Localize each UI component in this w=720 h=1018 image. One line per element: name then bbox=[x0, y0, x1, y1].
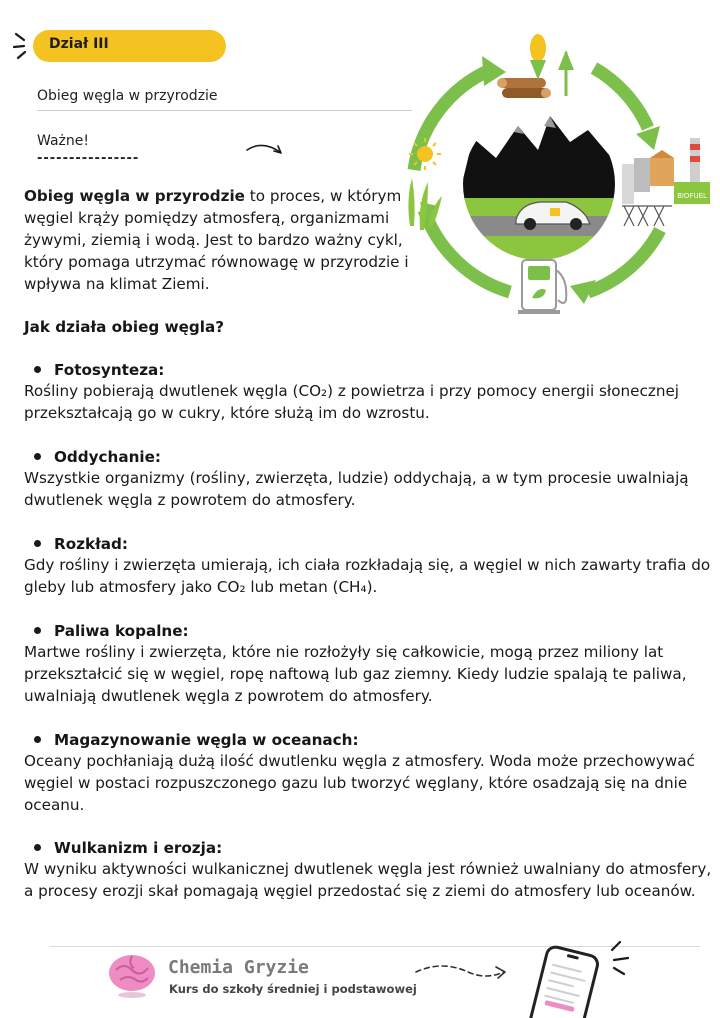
divider bbox=[37, 110, 412, 111]
page-subtitle: Obieg węgla w przyrodzie bbox=[37, 88, 218, 104]
bullet bbox=[34, 844, 41, 851]
logs-corn-icon bbox=[497, 34, 574, 98]
bullet bbox=[34, 627, 41, 634]
brand-name: Chemia Gryzie bbox=[168, 957, 309, 978]
section-text-fossil-fuels: Martwe rośliny i zwierzęta, które nie rozłożyły się całkowicie, mogą przez miliony lat przekształcić się w węgiel, ropę naftową lub gaz ziemny. Kiedy ludzie spalają te paliwa, uwalniają dwutlenek węgla z powrotem do atmosfery. bbox=[24, 643, 687, 705]
section-title-respiration bbox=[30, 448, 161, 466]
section-text-photosynthesis: Rośliny pobierają dwutlenek węgla (CO₂) z powietrza i przy pomocy energii słonecznej przekształcają go w cukry, które służą im do wzrostu. bbox=[24, 382, 680, 422]
section-text-respiration: Wszystkie organizmy (rośliny, zwierzęta, ludzie) oddychają, a w tym procesie uwalniają dwutlenek węgla z powrotem do atmosfery. bbox=[24, 469, 689, 509]
section-title-text: Wulkanizm i erozja: bbox=[54, 839, 223, 857]
brand-tagline: Kurs do szkoły średniej i podstawowej bbox=[169, 982, 417, 996]
section-title-text: Paliwa kopalne: bbox=[54, 622, 189, 640]
section-text-volcanism: W wyniku aktywności wulkanicznej dwutlenek węgla jest również uwalniany do atmosfery, a procesy erozji skał pomagają węgiel przedostać się z ziemi do atmosfery lub oceanów. bbox=[24, 860, 712, 900]
brain-logo-icon bbox=[106, 950, 158, 1000]
sparkle-icon bbox=[604, 938, 634, 978]
landscape-scene bbox=[458, 100, 628, 270]
important-underline: ---------------- bbox=[37, 151, 140, 166]
section-text-decomposition: Gdy rośliny i zwierzęta umierają, ich ciała rozkładają się, a węgiel w nich zawarty trafia do gleby lub atmosfery jako CO₂ lub metan (CH₄). bbox=[24, 556, 711, 596]
section-title-fossil-fuels bbox=[30, 622, 189, 640]
section-title-decomposition bbox=[30, 535, 128, 553]
intro-text: to proces, w którym węgiel krąży pomiędzy atmosferą, organizmami żywymi, ziemią i wodą. Jest to bardzo ważny cykl, który pomaga utrzymać równowagę w przyrodzie i wpływa na klimat Ziemi. bbox=[24, 187, 409, 293]
carbon-cycle-illustration bbox=[398, 30, 716, 320]
how-heading: Jak działa obieg węgla? bbox=[24, 318, 225, 336]
fuel-pump-icon bbox=[518, 260, 566, 314]
bullet bbox=[34, 736, 41, 743]
intro-bold: Obieg węgla w przyrodzie bbox=[24, 187, 245, 205]
bullet bbox=[34, 453, 41, 460]
section-title-photosynthesis bbox=[30, 361, 164, 379]
curved-arrow-icon bbox=[244, 138, 286, 160]
section-badge: Dział III bbox=[33, 30, 226, 62]
section-title-ocean-storage bbox=[30, 731, 359, 749]
phone-icon bbox=[520, 944, 608, 1018]
section-title-text: Oddychanie: bbox=[54, 448, 162, 466]
intro-paragraph bbox=[24, 185, 409, 295]
bullet bbox=[34, 366, 41, 373]
section-title-text: Magazynowanie węgla w oceanach: bbox=[54, 731, 359, 749]
section-title-volcanism bbox=[30, 839, 222, 857]
biofuel-label: BIOFUEL bbox=[677, 192, 707, 200]
dashed-arrow-icon bbox=[412, 958, 512, 984]
important-label: Ważne! bbox=[37, 133, 89, 149]
plants-icon bbox=[408, 178, 442, 230]
factory-icon bbox=[622, 138, 710, 226]
section-text-ocean-storage: Oceany pochłaniają dużą ilość dwutlenku węgla z atmosfery. Woda może przechowywać węgiel w postaci rozpuszczonego gazu lub tworzyć węglany, które osadzają się na dnie oceanu. bbox=[24, 752, 695, 814]
section-title-text: Rozkład: bbox=[54, 535, 128, 553]
section-title-text: Fotosynteza: bbox=[54, 361, 165, 379]
bullet bbox=[34, 540, 41, 547]
